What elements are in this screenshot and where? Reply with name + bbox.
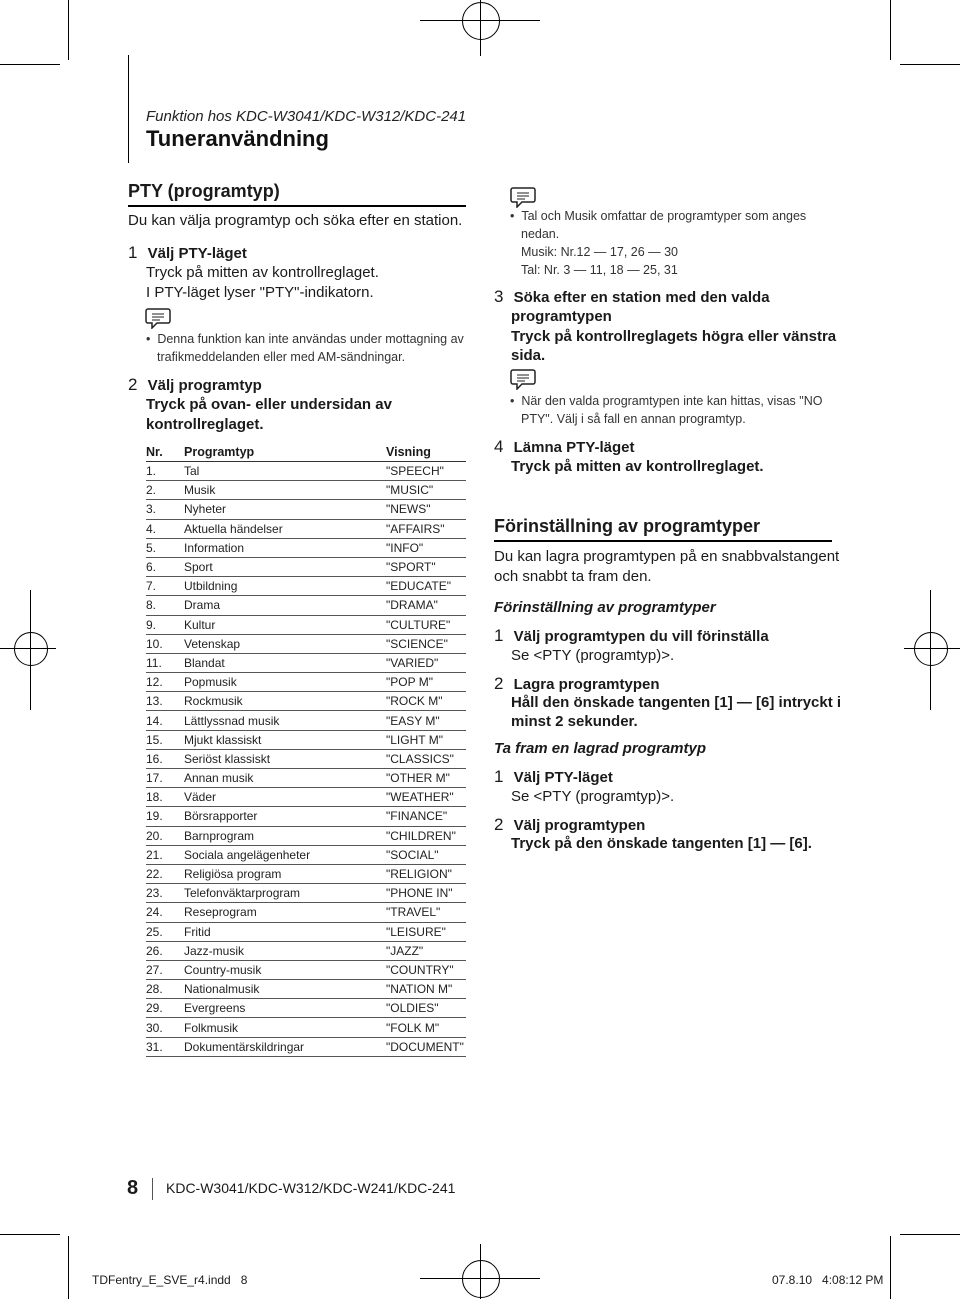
registration-mark (914, 632, 948, 666)
note-icon (510, 186, 536, 208)
step-number: 1 (128, 243, 138, 262)
row-visning: "LIGHT M" (386, 730, 466, 749)
row-number: 28. (146, 980, 184, 999)
row-programtyp: Tal (184, 462, 386, 481)
step-number: 4 (494, 437, 504, 456)
row-number: 5. (146, 538, 184, 557)
row-visning: "CULTURE" (386, 615, 466, 634)
crop-mark (890, 1236, 891, 1299)
row-number: 26. (146, 941, 184, 960)
row-visning: "TRAVEL" (386, 903, 466, 922)
row-programtyp: Musik (184, 481, 386, 500)
row-visning: "SCIENCE" (386, 634, 466, 653)
row-visning: "LEISURE" (386, 922, 466, 941)
step-heading: Välj PTY-läget (147, 245, 247, 262)
row-visning: "MUSIC" (386, 481, 466, 500)
table-row (146, 519, 466, 538)
row-number: 23. (146, 884, 184, 903)
row-number: 6. (146, 557, 184, 576)
row-programtyp: Kultur (184, 615, 386, 634)
row-programtyp: Barnprogram (184, 826, 386, 845)
row-number: 13. (146, 692, 184, 711)
row-programtyp: Popmusik (184, 673, 386, 692)
row-programtyp: Seriöst klassiskt (184, 749, 386, 768)
row-programtyp: Information (184, 538, 386, 557)
table-row (146, 557, 466, 576)
header-kicker: Funktion hos KDC-W3041/KDC-W312/KDC-241 (146, 108, 467, 125)
table-row (146, 826, 466, 845)
table-row (146, 577, 466, 596)
step-action: Tryck på kontrollreglagets högra eller vänstra (511, 328, 837, 345)
column-header: Visning (386, 442, 466, 462)
step-number: 1 (494, 767, 504, 786)
section-intro: Du kan välja programtyp och söka efter en station. (128, 212, 463, 229)
table-row (146, 884, 466, 903)
row-programtyp: Fritid (184, 922, 386, 941)
step-number: 2 (128, 375, 138, 394)
table-row (146, 615, 466, 634)
step-detail: I PTY-läget lyser "PTY"-indikatorn. (146, 284, 374, 301)
table-row (146, 1037, 466, 1056)
table-row (146, 960, 466, 979)
row-number: 8. (146, 596, 184, 615)
footer-divider (152, 1178, 153, 1200)
table-row (146, 749, 466, 768)
table-row (146, 769, 466, 788)
row-visning: "JAZZ" (386, 941, 466, 960)
row-number: 21. (146, 845, 184, 864)
section-title-preset: Förinställning av programtyper (494, 516, 761, 536)
row-programtyp: Folkmusik (184, 1018, 386, 1037)
row-number: 25. (146, 922, 184, 941)
step-action: minst 2 sekunder. (511, 713, 638, 730)
row-programtyp: Country-musik (184, 960, 386, 979)
row-programtyp: Evergreens (184, 999, 386, 1018)
table-row (146, 462, 466, 481)
row-programtyp: Nationalmusik (184, 980, 386, 999)
step-action: kontrollreglaget. (146, 416, 264, 433)
row-visning: "PHONE IN" (386, 884, 466, 903)
recall-step-2 (494, 815, 645, 835)
table-row (146, 903, 466, 922)
row-programtyp: Dokumentärskildringar (184, 1037, 386, 1056)
note-line: PTY". Välj i så fall en annan programtyp. (521, 412, 746, 426)
row-programtyp: Annan musik (184, 769, 386, 788)
row-number: 17. (146, 769, 184, 788)
row-visning: "SPORT" (386, 557, 466, 576)
row-number: 10. (146, 634, 184, 653)
step-heading: Välj programtyp (147, 377, 262, 394)
section-rule (128, 205, 466, 207)
note-line: Tal: Nr. 3 — 11, 18 — 25, 31 (521, 263, 678, 277)
step-heading: Lagra programtypen (513, 676, 660, 693)
step-number: 2 (494, 674, 504, 693)
step-heading: Söka efter en station med den valda (513, 289, 770, 306)
row-visning: "RELIGION" (386, 864, 466, 883)
step-heading: programtypen (511, 308, 612, 325)
preset-step-1 (494, 626, 769, 646)
row-number: 1. (146, 462, 184, 481)
table-row (146, 538, 466, 557)
section-rule (494, 540, 832, 542)
row-visning: "DOCUMENT" (386, 1037, 466, 1056)
section-intro: Du kan lagra programtypen på en snabbvalstangent (494, 548, 840, 565)
row-programtyp: Mjukt klassiskt (184, 730, 386, 749)
row-visning: "SPEECH" (386, 462, 466, 481)
crop-mark (68, 1236, 69, 1299)
note-text: • När den valda programtypen inte kan hittas, visas "NO (510, 394, 823, 408)
row-number: 7. (146, 577, 184, 596)
row-visning: "COUNTRY" (386, 960, 466, 979)
row-number: 14. (146, 711, 184, 730)
note-line: Denna funktion kan inte användas under mottagning av (157, 332, 464, 346)
row-visning: "INFO" (386, 538, 466, 557)
row-programtyp: Rockmusik (184, 692, 386, 711)
step-action: Tryck på ovan- eller undersidan av (146, 396, 392, 413)
row-visning: "FOLK M" (386, 1018, 466, 1037)
print-timestamp: 07.8.10 4:08:12 PM (772, 1273, 884, 1287)
table-row (146, 481, 466, 500)
crop-mark (68, 0, 69, 60)
table-row (146, 845, 466, 864)
row-number: 19. (146, 807, 184, 826)
table-row (146, 864, 466, 883)
table-row (146, 788, 466, 807)
row-visning: "NATION M" (386, 980, 466, 999)
row-programtyp: Vetenskap (184, 634, 386, 653)
table-row (146, 922, 466, 941)
row-visning: "VARIED" (386, 653, 466, 672)
row-visning: "SOCIAL" (386, 845, 466, 864)
page-number: 8 (127, 1177, 139, 1199)
note-icon (145, 307, 171, 329)
row-programtyp: Drama (184, 596, 386, 615)
page-title: Tuneranvändning (146, 126, 329, 151)
section-title-pty: PTY (programtyp) (128, 181, 280, 201)
step-action: Håll den önskade tangenten [1] — [6] intryckt i (511, 694, 842, 711)
row-programtyp: Lättlyssnad musik (184, 711, 386, 730)
step-heading: Lämna PTY-läget (513, 439, 635, 456)
row-programtyp: Jazz-musik (184, 941, 386, 960)
row-programtyp: Väder (184, 788, 386, 807)
row-number: 29. (146, 999, 184, 1018)
recall-step-1 (494, 767, 613, 787)
row-number: 31. (146, 1037, 184, 1056)
row-number: 27. (146, 960, 184, 979)
table-row (146, 673, 466, 692)
table-row (146, 634, 466, 653)
note-text: • Denna funktion kan inte användas under mottagning av (146, 332, 464, 346)
step-action: Tryck på mitten av kontrollreglaget. (511, 458, 764, 475)
crop-mark (0, 1234, 60, 1235)
row-number: 12. (146, 673, 184, 692)
step-action: Tryck på mitten av kontrollreglaget. (146, 264, 379, 281)
row-visning: "CLASSICS" (386, 749, 466, 768)
step-reference: Se <PTY (programtyp)>. (511, 788, 675, 805)
registration-mark (14, 632, 48, 666)
note-line: nedan. (521, 227, 560, 241)
row-visning: "DRAMA" (386, 596, 466, 615)
row-number: 20. (146, 826, 184, 845)
table-row (146, 980, 466, 999)
row-number: 11. (146, 653, 184, 672)
row-programtyp: Sociala angelägenheter (184, 845, 386, 864)
table-row (146, 730, 466, 749)
step-2 (128, 375, 262, 395)
table-row (146, 500, 466, 519)
table-row (146, 941, 466, 960)
row-programtyp: Sport (184, 557, 386, 576)
row-number: 9. (146, 615, 184, 634)
row-visning: "EDUCATE" (386, 577, 466, 596)
crop-mark (900, 64, 960, 65)
step-3 (494, 287, 770, 307)
table-row (146, 807, 466, 826)
table-header-row (146, 442, 466, 462)
row-programtyp: Telefonväktarprogram (184, 884, 386, 903)
note-line: När den valda programtypen inte kan hittas, visas "NO (521, 394, 823, 408)
row-visning: "EASY M" (386, 711, 466, 730)
footer-models: KDC-W3041/KDC-W312/KDC-W241/KDC-241 (166, 1180, 456, 1196)
row-visning: "FINANCE" (386, 807, 466, 826)
column-header: Nr. (146, 442, 184, 462)
row-programtyp: Aktuella händelser (184, 519, 386, 538)
subsection-title: Förinställning av programtyper (494, 599, 716, 616)
row-number: 2. (146, 481, 184, 500)
step-heading: Välj programtypen (513, 817, 646, 834)
row-programtyp: Börsrapporter (184, 807, 386, 826)
row-visning: "POP M" (386, 673, 466, 692)
row-programtyp: Nyheter (184, 500, 386, 519)
note-icon (510, 368, 536, 390)
step-number: 2 (494, 815, 504, 834)
row-number: 24. (146, 903, 184, 922)
row-number: 22. (146, 864, 184, 883)
row-number: 16. (146, 749, 184, 768)
row-number: 3. (146, 500, 184, 519)
row-visning: "NEWS" (386, 500, 466, 519)
row-visning: "OTHER M" (386, 769, 466, 788)
row-visning: "OLDIES" (386, 999, 466, 1018)
row-visning: "ROCK M" (386, 692, 466, 711)
registration-mark (462, 2, 500, 40)
step-1 (128, 243, 247, 263)
table-row (146, 711, 466, 730)
step-action: sida. (511, 347, 546, 364)
row-visning: "AFFAIRS" (386, 519, 466, 538)
note-line: Musik: Nr.12 — 17, 26 — 30 (521, 245, 679, 259)
step-action: Tryck på den önskade tangenten [1] — [6]. (511, 835, 812, 852)
row-visning: "CHILDREN" (386, 826, 466, 845)
row-programtyp: Reseprogram (184, 903, 386, 922)
note-text: • Tal och Musik omfattar de programtyper som anges (510, 209, 807, 223)
section-intro: och snabbt ta fram den. (494, 568, 652, 585)
table-row (146, 653, 466, 672)
row-programtyp: Blandat (184, 653, 386, 672)
step-heading: Välj programtypen du vill förinställa (513, 628, 769, 645)
column-header: Programtyp (184, 442, 386, 462)
crop-mark (900, 1234, 960, 1235)
note-line: trafikmeddelanden eller med AM-sändningar. (157, 350, 406, 364)
pty-table (146, 442, 466, 1057)
row-programtyp: Utbildning (184, 577, 386, 596)
header-rule (128, 55, 129, 163)
registration-mark (462, 1260, 500, 1298)
file-name: TDFentry_E_SVE_r4.indd 8 (92, 1273, 248, 1287)
table-row (146, 692, 466, 711)
subsection-title: Ta fram en lagrad programtyp (494, 740, 706, 757)
table-row (146, 596, 466, 615)
step-number: 3 (494, 287, 504, 306)
row-number: 30. (146, 1018, 184, 1037)
row-number: 15. (146, 730, 184, 749)
step-heading: Välj PTY-läget (513, 769, 613, 786)
crop-mark (890, 0, 891, 60)
step-4 (494, 437, 635, 457)
row-visning: "WEATHER" (386, 788, 466, 807)
crop-mark (0, 64, 60, 65)
row-programtyp: Religiösa program (184, 864, 386, 883)
preset-step-2 (494, 674, 660, 694)
table-row (146, 1018, 466, 1037)
row-number: 4. (146, 519, 184, 538)
row-number: 18. (146, 788, 184, 807)
step-number: 1 (494, 626, 504, 645)
step-reference: Se <PTY (programtyp)>. (511, 647, 675, 664)
note-line: Tal och Musik omfattar de programtyper som anges (521, 209, 807, 223)
table-row (146, 999, 466, 1018)
